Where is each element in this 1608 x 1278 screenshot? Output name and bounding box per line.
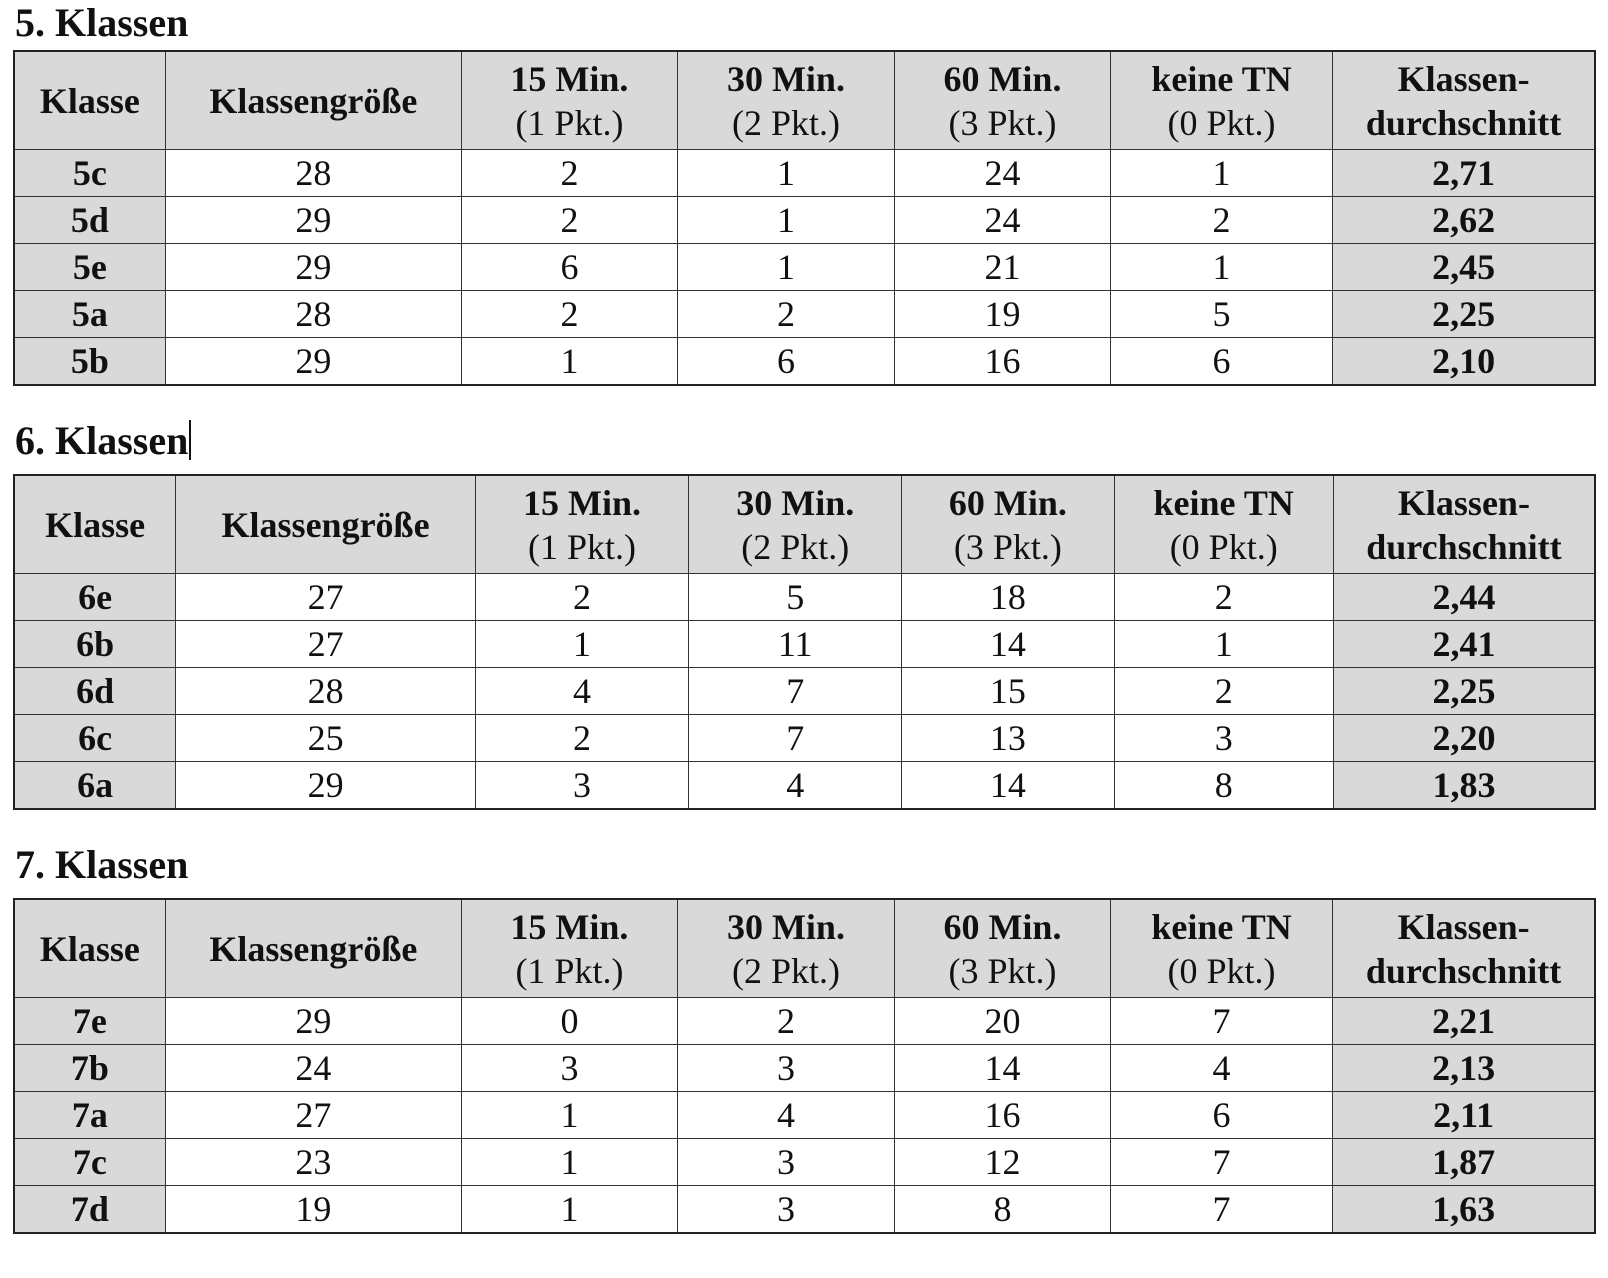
cell-15-min: 2	[461, 291, 677, 338]
cell-durchschnitt: 2,45	[1333, 244, 1595, 291]
cell-30-min: 1	[677, 197, 894, 244]
table-row	[14, 338, 1595, 386]
cell-30-min: 4	[689, 762, 902, 810]
header-klassendurchschnitt	[1333, 899, 1595, 998]
cell-groesse: 24	[165, 1045, 461, 1092]
cell-klasse: 6c	[14, 715, 176, 762]
table-row	[14, 621, 1595, 668]
cell-klasse: 5e	[14, 244, 165, 291]
cell-keine-tn: 6	[1110, 1092, 1332, 1139]
header-keine-tn	[1110, 899, 1332, 998]
cell-keine-tn: 1	[1110, 244, 1332, 291]
cell-keine-tn: 7	[1110, 998, 1332, 1045]
table-row	[14, 1092, 1595, 1139]
cell-durchschnitt: 2,20	[1333, 715, 1595, 762]
cell-30-min: 3	[677, 1186, 894, 1234]
table-row	[14, 762, 1595, 810]
header-60-min-label: 60 Min.	[948, 482, 1067, 523]
cell-60-min: 16	[894, 338, 1110, 386]
table-row	[14, 668, 1595, 715]
header-15-min	[461, 51, 677, 150]
table-row	[14, 1139, 1595, 1186]
cell-durchschnitt: 2,25	[1333, 668, 1595, 715]
header-keine-tn-points: (0 Pkt.)	[1169, 526, 1278, 567]
header-30-min	[677, 51, 894, 150]
header-keine-tn-label: keine TN	[1153, 482, 1294, 523]
cell-15-min: 1	[475, 621, 688, 668]
header-avg-line1: Klassen-	[1397, 58, 1530, 99]
cell-15-min: 2	[461, 150, 677, 197]
cell-30-min: 2	[677, 291, 894, 338]
cell-30-min: 11	[689, 621, 902, 668]
cell-klasse: 6d	[14, 668, 176, 715]
cell-durchschnitt: 2,11	[1333, 1092, 1595, 1139]
cell-klasse: 5d	[14, 197, 165, 244]
header-keine-tn-label: keine TN	[1151, 906, 1292, 947]
cell-klasse: 6a	[14, 762, 176, 810]
cell-60-min: 15	[902, 668, 1114, 715]
cell-klasse: 7c	[14, 1139, 165, 1186]
cell-30-min: 1	[677, 244, 894, 291]
cell-15-min: 4	[475, 668, 688, 715]
header-30-min-label: 30 Min.	[726, 58, 845, 99]
header-60-min-label: 60 Min.	[943, 58, 1062, 99]
header-15-min-points: (1 Pkt.)	[515, 102, 624, 143]
header-15-min-points: (1 Pkt.)	[515, 950, 624, 991]
cell-60-min: 12	[894, 1139, 1110, 1186]
results-table	[13, 50, 1596, 386]
section-title-text: 6. Klassen	[15, 418, 189, 463]
cell-30-min: 7	[689, 668, 902, 715]
cell-60-min: 21	[894, 244, 1110, 291]
cell-60-min: 14	[902, 762, 1114, 810]
cell-60-min: 24	[894, 197, 1110, 244]
header-row	[14, 51, 1595, 150]
cell-keine-tn: 7	[1110, 1139, 1332, 1186]
header-60-min-label: 60 Min.	[943, 906, 1062, 947]
cell-durchschnitt: 2,21	[1333, 998, 1595, 1045]
header-15-min-label: 15 Min.	[510, 906, 629, 947]
header-keine-tn-points: (0 Pkt.)	[1167, 102, 1276, 143]
cell-15-min: 1	[461, 1186, 677, 1234]
cell-15-min: 1	[461, 1139, 677, 1186]
cell-keine-tn: 2	[1110, 197, 1332, 244]
header-klassendurchschnitt	[1333, 475, 1595, 574]
header-klassengroesse: Klassengröße	[165, 899, 461, 998]
header-klassengroesse: Klassengröße	[176, 475, 476, 574]
cell-durchschnitt: 1,87	[1333, 1139, 1595, 1186]
text-cursor-caret	[189, 420, 191, 460]
cell-groesse: 29	[165, 244, 461, 291]
results-table	[13, 474, 1596, 810]
cell-durchschnitt: 2,44	[1333, 574, 1595, 621]
header-klassendurchschnitt	[1333, 51, 1595, 150]
cell-60-min: 18	[902, 574, 1114, 621]
header-row	[14, 899, 1595, 998]
header-60-min	[894, 51, 1110, 150]
cell-keine-tn: 8	[1114, 762, 1333, 810]
header-keine-tn-label: keine TN	[1151, 58, 1292, 99]
section-title[interactable]	[13, 418, 1596, 464]
header-30-min	[689, 475, 902, 574]
header-60-min-points: (3 Pkt.)	[953, 526, 1062, 567]
table-row	[14, 197, 1595, 244]
header-15-min-points: (1 Pkt.)	[528, 526, 637, 567]
header-keine-tn	[1114, 475, 1333, 574]
cell-15-min: 2	[475, 715, 688, 762]
header-30-min-points: (2 Pkt.)	[731, 950, 840, 991]
section-title: 7. Klassen	[15, 842, 189, 887]
cell-groesse: 27	[176, 621, 476, 668]
table-row	[14, 150, 1595, 197]
cell-30-min: 1	[677, 150, 894, 197]
cell-klasse: 5c	[14, 150, 165, 197]
cell-groesse: 25	[176, 715, 476, 762]
cell-groesse: 27	[176, 574, 476, 621]
cell-klasse: 7b	[14, 1045, 165, 1092]
cell-groesse: 19	[165, 1186, 461, 1234]
cell-60-min: 24	[894, 150, 1110, 197]
table-row	[14, 574, 1595, 621]
header-15-min	[475, 475, 688, 574]
header-avg-line2: durchschnitt	[1365, 102, 1562, 143]
section-6-klassen	[13, 418, 1596, 810]
cell-klasse: 5a	[14, 291, 165, 338]
cell-groesse: 28	[165, 291, 461, 338]
cell-groesse: 29	[165, 197, 461, 244]
cell-keine-tn: 2	[1114, 668, 1333, 715]
header-klasse: Klasse	[14, 475, 176, 574]
cell-klasse: 5b	[14, 338, 165, 386]
cell-klasse: 7e	[14, 998, 165, 1045]
cell-15-min: 3	[475, 762, 688, 810]
cell-durchschnitt: 2,71	[1333, 150, 1595, 197]
cell-30-min: 7	[689, 715, 902, 762]
table-row	[14, 1045, 1595, 1092]
cell-30-min: 3	[677, 1139, 894, 1186]
section-5-klassen	[13, 0, 1596, 386]
cell-15-min: 6	[461, 244, 677, 291]
header-30-min-points: (2 Pkt.)	[731, 102, 840, 143]
cell-klasse: 7d	[14, 1186, 165, 1234]
header-15-min	[461, 899, 677, 998]
header-30-min-label: 30 Min.	[726, 906, 845, 947]
header-30-min	[677, 899, 894, 998]
cell-durchschnitt: 2,41	[1333, 621, 1595, 668]
cell-30-min: 5	[689, 574, 902, 621]
header-avg-line2: durchschnitt	[1366, 526, 1562, 567]
table-row	[14, 1186, 1595, 1234]
cell-groesse: 27	[165, 1092, 461, 1139]
table-row	[14, 998, 1595, 1045]
cell-keine-tn: 5	[1110, 291, 1332, 338]
header-60-min-points: (3 Pkt.)	[948, 950, 1057, 991]
cell-keine-tn: 6	[1110, 338, 1332, 386]
cell-keine-tn: 7	[1110, 1186, 1332, 1234]
cell-durchschnitt: 2,62	[1333, 197, 1595, 244]
header-60-min	[902, 475, 1114, 574]
cell-60-min: 16	[894, 1092, 1110, 1139]
header-15-min-label: 15 Min.	[523, 482, 642, 523]
header-avg-line2: durchschnitt	[1365, 950, 1562, 991]
section-7-klassen	[13, 842, 1596, 1234]
cell-30-min: 6	[677, 338, 894, 386]
cell-groesse: 29	[165, 338, 461, 386]
cell-15-min: 0	[461, 998, 677, 1045]
cell-30-min: 4	[677, 1092, 894, 1139]
cell-groesse: 28	[176, 668, 476, 715]
cell-15-min: 3	[461, 1045, 677, 1092]
header-klasse: Klasse	[14, 51, 165, 150]
cell-keine-tn: 1	[1114, 621, 1333, 668]
cell-60-min: 20	[894, 998, 1110, 1045]
cell-groesse: 28	[165, 150, 461, 197]
cell-15-min: 2	[461, 197, 677, 244]
cell-durchschnitt: 2,13	[1333, 1045, 1595, 1092]
cell-durchschnitt: 2,10	[1333, 338, 1595, 386]
header-30-min-points: (2 Pkt.)	[741, 526, 850, 567]
cell-klasse: 7a	[14, 1092, 165, 1139]
cell-durchschnitt: 1,63	[1333, 1186, 1595, 1234]
cell-durchschnitt: 2,25	[1333, 291, 1595, 338]
cell-30-min: 2	[677, 998, 894, 1045]
cell-keine-tn: 1	[1110, 150, 1332, 197]
cell-klasse: 6e	[14, 574, 176, 621]
cell-groesse: 23	[165, 1139, 461, 1186]
table-row	[14, 715, 1595, 762]
header-klasse: Klasse	[14, 899, 165, 998]
header-keine-tn-points: (0 Pkt.)	[1167, 950, 1276, 991]
cell-30-min: 3	[677, 1045, 894, 1092]
cell-klasse: 6b	[14, 621, 176, 668]
cell-keine-tn: 3	[1114, 715, 1333, 762]
header-60-min	[894, 899, 1110, 998]
header-row	[14, 475, 1595, 574]
cell-groesse: 29	[165, 998, 461, 1045]
cell-durchschnitt: 1,83	[1333, 762, 1595, 810]
header-avg-line1: Klassen-	[1397, 906, 1530, 947]
cell-60-min: 14	[894, 1045, 1110, 1092]
cell-60-min: 19	[894, 291, 1110, 338]
header-klassengroesse: Klassengröße	[165, 51, 461, 150]
section-title: 5. Klassen	[15, 0, 189, 45]
table-row	[14, 291, 1595, 338]
cell-15-min: 1	[461, 338, 677, 386]
header-keine-tn	[1110, 51, 1332, 150]
cell-keine-tn: 4	[1110, 1045, 1332, 1092]
cell-60-min: 14	[902, 621, 1114, 668]
cell-60-min: 13	[902, 715, 1114, 762]
cell-15-min: 2	[475, 574, 688, 621]
cell-15-min: 1	[461, 1092, 677, 1139]
header-15-min-label: 15 Min.	[510, 58, 629, 99]
cell-60-min: 8	[894, 1186, 1110, 1234]
cell-keine-tn: 2	[1114, 574, 1333, 621]
header-avg-line1: Klassen-	[1397, 482, 1530, 523]
header-30-min-label: 30 Min.	[736, 482, 855, 523]
cell-groesse: 29	[176, 762, 476, 810]
table-row	[14, 244, 1595, 291]
results-table	[13, 898, 1596, 1234]
header-60-min-points: (3 Pkt.)	[948, 102, 1057, 143]
